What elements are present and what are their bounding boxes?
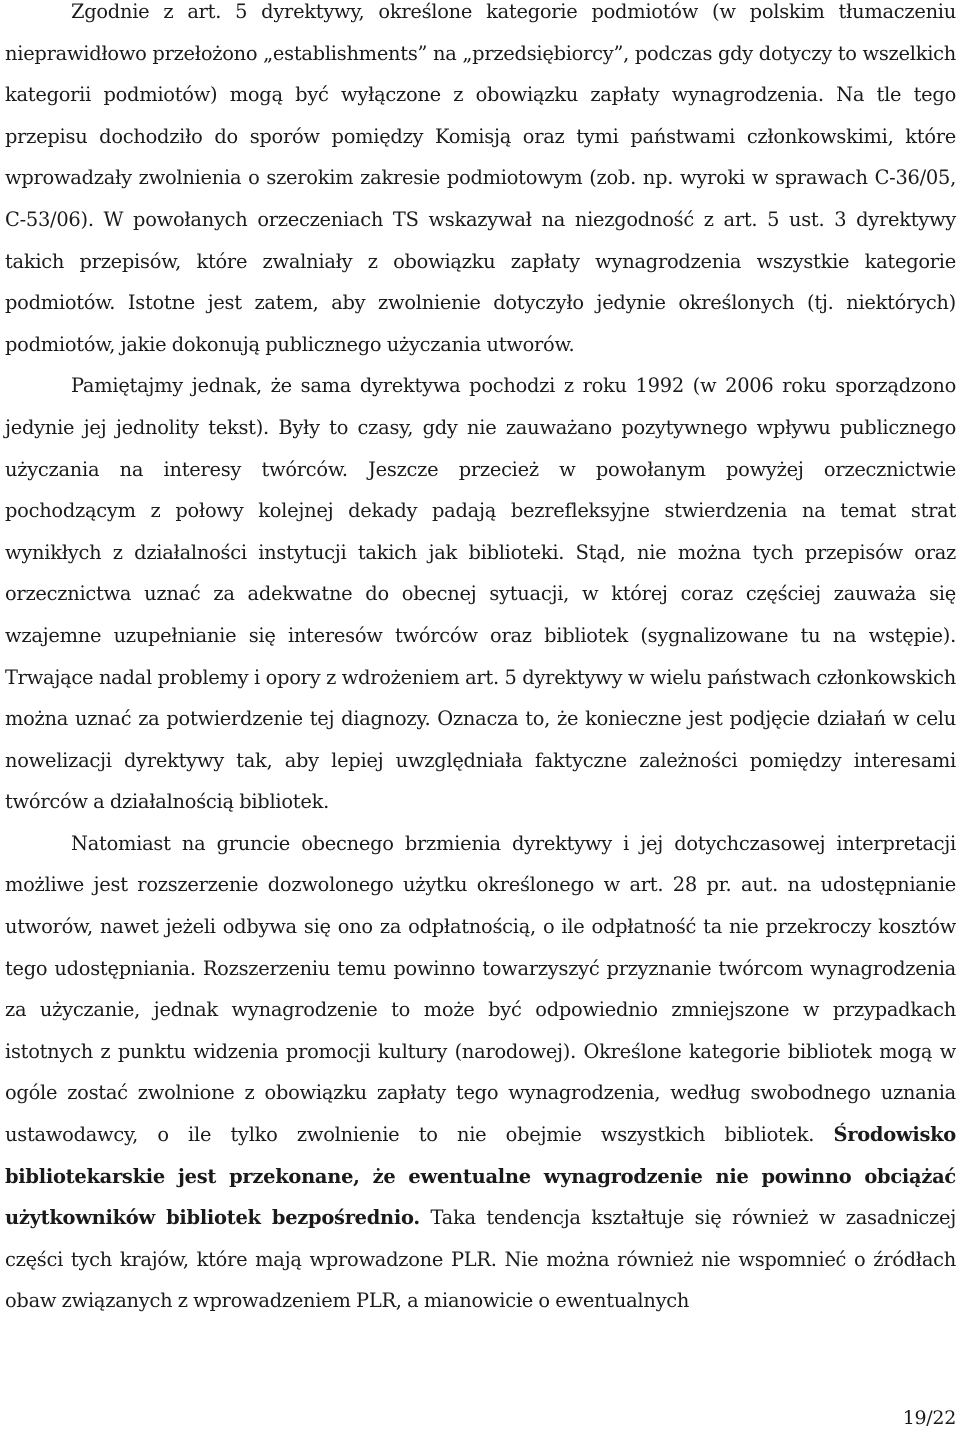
paragraph-3-bold-statement: Środowisko bibliotekarskie jest przekonane, że ewentualne wynagrodzenie nie powinno obciążać użytkowników bibliotek bezpośrednio. bbox=[5, 1123, 956, 1230]
page-number: 19/22 bbox=[902, 1407, 956, 1429]
paragraph-1-text: Zgodnie z art. 5 dyrektywy, określone kategorie podmiotów (w polskim tłumaczeniu nieprawidłowo przełożono „establishments” na „przedsiębiorcy”, podczas gdy dotyczy to wszelkich kategorii podmiotów) mogą być wyłączone z obowiązku zapłaty wynagrodzenia. Na tle tego przepisu dochodziło do sporów pomiędzy Komisją oraz tymi państwami członkowskimi, które wprowadzały zwolnienia o szerokim zakresie podmiotowym (zob. np. wyroki w sprawach C-36/05, C-53/06). W powołanych orzeczeniach TS wskazywał na niezgodność z art. 5 ust. 3 dyrektywy takich przepisów, które zwalniały z obowiązku zapłaty wynagrodzenia wszystkie kategorie podmiotów. Istotne jest zatem, aby zwolnienie dotyczyło jedynie określonych (tj. niektórych) podmiotów, jakie dokonują publicznego użyczania utworów. bbox=[5, 0, 956, 356]
paragraph-2 bbox=[5, 365, 956, 823]
paragraph-1 bbox=[5, 0, 956, 365]
paragraph-3-text: Natomiast na gruncie obecnego brzmienia dyrektywy i jej dotychczasowej interpretacji możliwe jest rozszerzenie dozwolonego użytku określonego w art. 28 pr. aut. na udostępnianie utworów, nawet jeżeli odbywa się ono za odpłatnością, o ile odpłatność ta nie przekroczy kosztów tego udostępniania. Rozszerzeniu temu powinno towarzyszyć przyznanie twórcom wynagrodzenia za użyczanie, jednak wynagrodzenie to może być odpowiednio zmniejszone w przypadkach istotnych z punktu widzenia promocji kultury (narodowej). Określone kategorie bibliotek mogą w ogóle zostać zwolnione z obowiązku zapłaty tego wynagrodzenia, według swobodnego uznania ustawodawcy, o ile tylko zwolnienie to nie obejmie wszystkich bibliotek. bbox=[5, 831, 956, 1147]
paragraph-2-text: Pamiętajmy jednak, że sama dyrektywa pochodzi z roku 1992 (w 2006 roku sporządzono jedynie jej jednolity tekst). Były to czasy, gdy nie zauważano pozytywnego wpływu publicznego użyczania na interesy twórców. Jeszcze przecież w powołanym powyżej orzecznictwie pochodzącym z połowy kolejnej dekady padają bezrefleksyjne stwierdzenia na temat strat wynikłych z działalności instytucji takich jak biblioteki. Stąd, nie można tych przepisów oraz orzecznictwa uznać za adekwatne do obecnej sytuacji, w której coraz częściej zauważa się wzajemne uzupełnianie się interesów twórców oraz bibliotek (sygnalizowane tu na wstępie). Trwające nadal problemy i opory z wdrożeniem art. 5 dyrektywy w wielu państwach członkowskich można uznać za potwierdzenie tej diagnozy. Oznacza to, że konieczne jest podjęcie działań w celu nowelizacji dyrektywy tak, aby lepiej uwzględniała faktyczne zależności pomiędzy interesami twórców a działalnością bibliotek. bbox=[5, 374, 956, 814]
paragraph-3-text-continued: Taka tendencja kształtuje się również w zasadniczej części tych krajów, które mają wprowadzone PLR. Nie można również nie wspomnieć o źródłach obaw związanych z wprowadzeniem PLR, a mianowicie o ewentualnych bbox=[5, 1206, 956, 1313]
text-column bbox=[5, 0, 956, 1322]
paragraph-3 bbox=[5, 823, 956, 1322]
